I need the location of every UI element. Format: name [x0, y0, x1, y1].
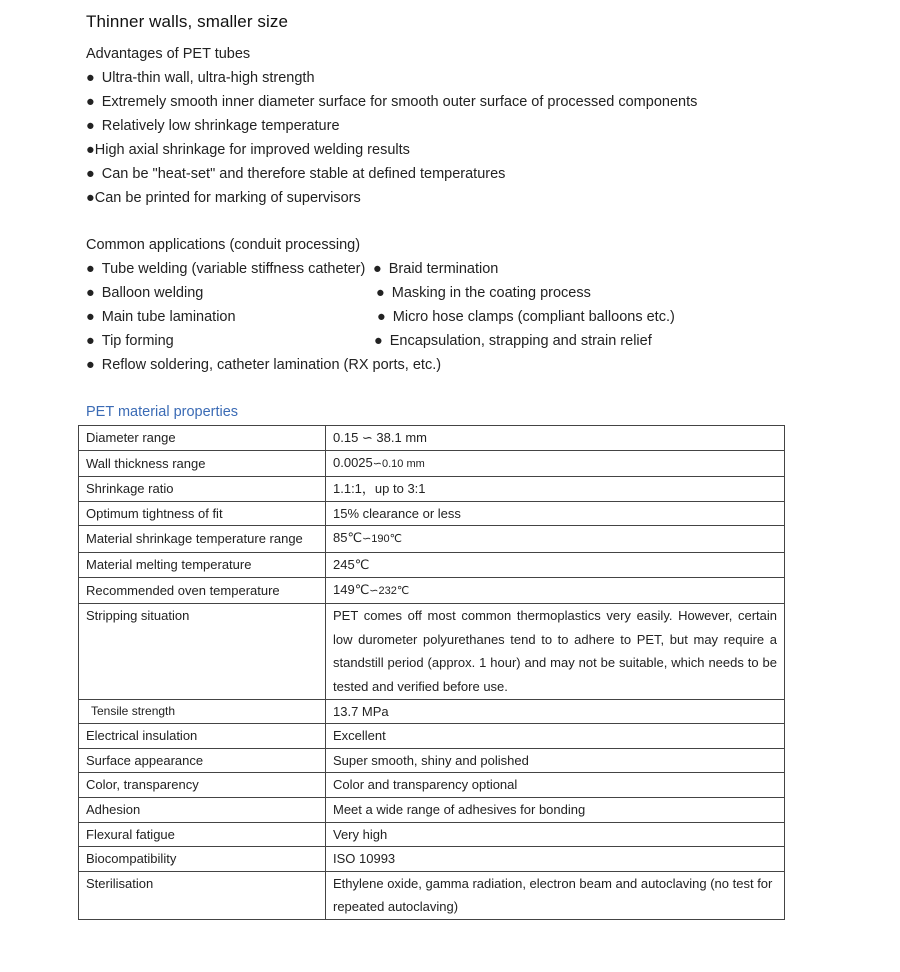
property-name: Adhesion	[79, 797, 326, 822]
page-title: Thinner walls, smaller size	[86, 12, 289, 31]
property-value: 15% clearance or less	[326, 501, 785, 526]
property-name: Optimum tightness of fit	[79, 501, 326, 526]
advantage-item: ●Can be printed for marking of supervisors	[86, 190, 361, 206]
application-item: ● Encapsulation, strapping and strain relief	[374, 333, 652, 349]
bullet-icon: ●	[374, 333, 383, 349]
table-row	[79, 699, 785, 724]
property-name: Diameter range	[79, 426, 326, 451]
application-item: ● Balloon welding	[86, 285, 204, 301]
property-name: Color, transparency	[79, 773, 326, 798]
table-row	[79, 577, 785, 604]
property-value: 85℃∽190℃	[326, 526, 785, 553]
advantage-item: ● Ultra-thin wall, ultra-high strength	[86, 70, 315, 86]
properties-heading: PET material properties	[86, 404, 239, 420]
property-value: Meet a wide range of adhesives for bonding	[326, 797, 785, 822]
property-name: Electrical insulation	[79, 724, 326, 749]
table-row	[79, 426, 785, 451]
property-name: Material shrinkage temperature range	[79, 526, 326, 553]
applications-heading: Common applications (conduit processing)	[86, 237, 361, 253]
table-row	[79, 822, 785, 847]
bullet-icon: ●	[86, 357, 95, 373]
application-item: ● Tube welding (variable stiffness catheter)	[86, 261, 366, 277]
table-row	[79, 604, 785, 699]
bullet-icon: ●	[86, 118, 95, 134]
property-name: Stripping situation	[79, 604, 326, 699]
advantage-item: ● Can be "heat-set" and therefore stable at defined temperatures	[86, 166, 506, 182]
application-item: ● Tip forming	[86, 333, 174, 349]
property-value: 245℃	[326, 552, 785, 577]
application-item: ● Main tube lamination	[86, 309, 236, 325]
property-name: Flexural fatigue	[79, 822, 326, 847]
application-item: ● Masking in the coating process	[376, 285, 591, 301]
application-item: ● Braid termination	[373, 261, 499, 277]
application-item: ● Reflow soldering, catheter lamination (RX ports, etc.)	[86, 357, 442, 373]
property-value: Color and transparency optional	[326, 773, 785, 798]
bullet-icon: ●	[86, 94, 95, 110]
bullet-icon: ●	[377, 309, 386, 325]
property-name: Material melting temperature	[79, 552, 326, 577]
bullet-icon: ●	[86, 261, 95, 277]
property-value: Super smooth, shiny and polished	[326, 748, 785, 773]
property-value: 149℃∽232℃	[326, 577, 785, 604]
table-row	[79, 797, 785, 822]
property-value: 13.7 MPa	[326, 699, 785, 724]
property-name: Shrinkage ratio	[79, 477, 326, 502]
property-value: PET comes off most common thermoplastics very easily. However, certain low durometer polyurethanes tend to to adhere to PET, but may require a standstill period (approx. 1 hour) and may not be suitable, which needs to be tested and verified before use.	[326, 604, 785, 699]
property-value: ISO 10993	[326, 847, 785, 872]
property-value: 1.1:1，up to 3:1	[326, 477, 785, 502]
property-value: Very high	[326, 822, 785, 847]
bullet-icon: ●	[86, 142, 95, 158]
bullet-icon: ●	[86, 166, 95, 182]
advantage-item: ●High axial shrinkage for improved welding results	[86, 142, 410, 158]
bullet-icon: ●	[86, 70, 95, 86]
property-value: Excellent	[326, 724, 785, 749]
property-value: 0.0025∽0.10 mm	[326, 450, 785, 477]
table-row	[79, 724, 785, 749]
bullet-icon: ●	[86, 285, 95, 301]
property-name: Tensile strength	[79, 699, 326, 724]
property-name: Surface appearance	[79, 748, 326, 773]
bullet-icon: ●	[376, 285, 385, 301]
bullet-icon: ●	[86, 309, 95, 325]
table-row	[79, 847, 785, 872]
table-row	[79, 501, 785, 526]
application-item: ● Micro hose clamps (compliant balloons etc.)	[377, 309, 675, 325]
advantages-heading: Advantages of PET tubes	[86, 46, 251, 62]
properties-table	[78, 425, 785, 920]
bullet-icon: ●	[86, 190, 95, 206]
property-name: Biocompatibility	[79, 847, 326, 872]
table-row	[79, 871, 785, 919]
table-row	[79, 450, 785, 477]
property-value: Ethylene oxide, gamma radiation, electron beam and autoclaving (no test for repeated autoclaving)	[326, 871, 785, 919]
advantage-item: ● Relatively low shrinkage temperature	[86, 118, 340, 134]
table-row	[79, 552, 785, 577]
property-name: Recommended oven temperature	[79, 577, 326, 604]
property-name: Sterilisation	[79, 871, 326, 919]
table-row	[79, 526, 785, 553]
property-value: 0.15 ∽ 38.1 mm	[326, 426, 785, 451]
advantage-item: ● Extremely smooth inner diameter surface for smooth outer surface of processed components	[86, 94, 698, 110]
table-row	[79, 477, 785, 502]
table-row	[79, 773, 785, 798]
table-row	[79, 748, 785, 773]
bullet-icon: ●	[373, 261, 382, 277]
property-name: Wall thickness range	[79, 450, 326, 477]
bullet-icon: ●	[86, 333, 95, 349]
